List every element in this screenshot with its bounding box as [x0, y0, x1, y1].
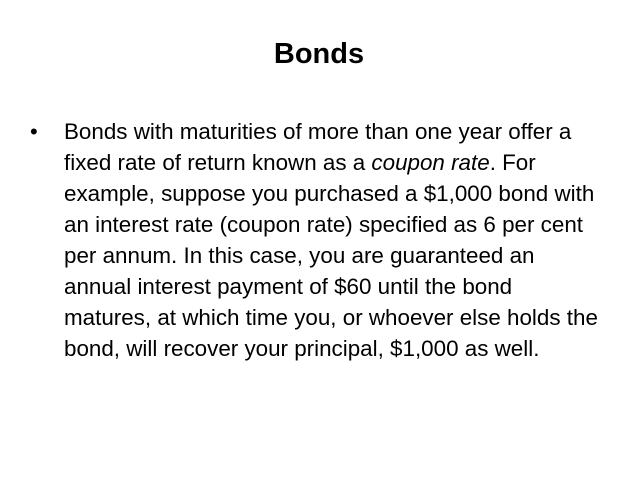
bullet-text [64, 116, 604, 364]
bullet-icon: • [30, 119, 38, 144]
bullet-text-italic: coupon rate [371, 150, 490, 175]
slide-title: Bonds [273, 38, 365, 70]
bullet-item [28, 116, 608, 364]
bullet-text-part2: . For example, suppose you purchased a $1,000 bond with an interest rate (coupon rate) specified as 6 per cent per annum. In this case, you are guaranteed an annual interest payment of $60 until the bond matures, at which time you, or whoever else holds the bond, will recover your principal, $1,000 as well. [64, 150, 598, 361]
bullet-text-part1: Bonds with maturities of more than one year offer a fixed rate of return known as a [64, 119, 572, 175]
